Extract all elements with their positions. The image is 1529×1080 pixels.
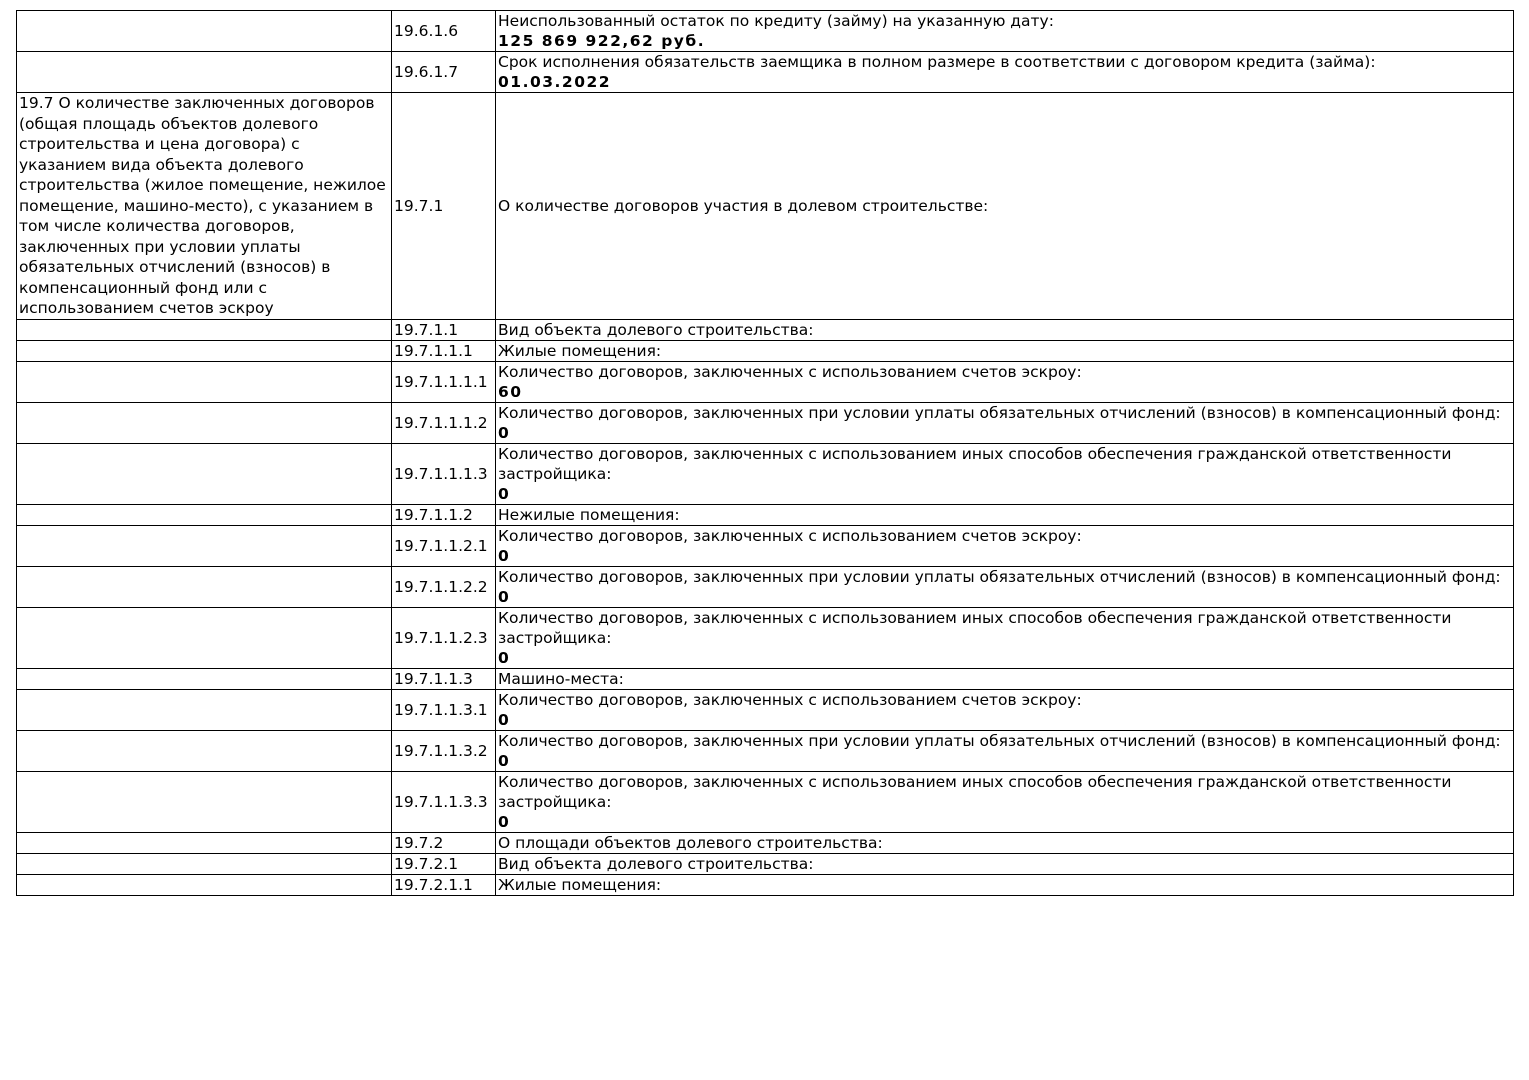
item-number: 19.6.1.6 [392, 11, 496, 52]
section-cell [17, 730, 392, 771]
table-row [17, 525, 1514, 566]
table-row [17, 874, 1514, 895]
table-row [17, 689, 1514, 730]
table-row [17, 730, 1514, 771]
item-label: Количество договоров, заключенных при условии уплаты обязательных отчислений (взносов) в компенсационный фонд: [498, 403, 1501, 422]
section-cell [17, 319, 392, 340]
item-number: 19.7.2.1 [392, 853, 496, 874]
item-label: О количестве договоров участия в долевом строительстве: [498, 196, 989, 215]
item-content [496, 874, 1514, 895]
table-row [17, 340, 1514, 361]
item-value: 0 [498, 587, 511, 606]
table-row [17, 361, 1514, 402]
item-number: 19.7.1.1.3.1 [392, 689, 496, 730]
section-cell [17, 525, 392, 566]
item-number: 19.7.1.1.2.3 [392, 607, 496, 668]
section-cell [17, 93, 392, 320]
item-number: 19.7.1.1.3 [392, 668, 496, 689]
item-content [496, 340, 1514, 361]
section-cell [17, 566, 392, 607]
item-label: Количество договоров, заключенных с использованием иных способов обеспечения гражданской ответственности застройщика: [498, 444, 1452, 483]
table-row [17, 668, 1514, 689]
section-cell [17, 52, 392, 93]
item-number: 19.7.1.1.2.1 [392, 525, 496, 566]
item-content [496, 668, 1514, 689]
section-cell [17, 361, 392, 402]
item-label: Срок исполнения обязательств заемщика в полном размере в соответствии с договором кредита (займа): [498, 53, 1376, 71]
section-cell [17, 832, 392, 853]
item-label: О площади объектов долевого строительства: [498, 833, 883, 852]
item-number: 19.7.1.1.3.3 [392, 771, 496, 832]
item-number: 19.7.1.1.1 [392, 340, 496, 361]
table-row [17, 771, 1514, 832]
section-cell [17, 11, 392, 52]
item-label: Вид объекта долевого строительства: [498, 320, 814, 339]
item-label: Машино-места: [498, 669, 624, 688]
item-number: 19.7.1.1.2 [392, 504, 496, 525]
item-number: 19.7.1.1.3.2 [392, 730, 496, 771]
item-label: Количество договоров, заключенных с использованием счетов эскроу: [498, 526, 1082, 545]
item-number: 19.7.1.1 [392, 319, 496, 340]
item-content [496, 504, 1514, 525]
item-number: 19.7.1.1.1.1 [392, 361, 496, 402]
item-value: 0 [498, 484, 511, 503]
table-row [17, 402, 1514, 443]
item-label: Количество договоров, заключенных с использованием счетов эскроу: [498, 690, 1082, 709]
item-value: 0 [498, 751, 511, 770]
item-content [496, 443, 1514, 504]
item-label: Жилые помещения: [498, 875, 662, 894]
section-cell [17, 668, 392, 689]
item-value: 125 869 922,62 руб. [498, 32, 706, 50]
item-label: Количество договоров, заключенных с использованием иных способов обеспечения гражданской ответственности застройщика: [498, 772, 1452, 811]
item-number: 19.7.1.1.1.2 [392, 402, 496, 443]
item-content [496, 689, 1514, 730]
item-label: Количество договоров, заключенных с использованием иных способов обеспечения гражданской ответственности застройщика: [498, 608, 1452, 647]
item-content [496, 566, 1514, 607]
section-title: 19.7 О количестве заключенных договоров (общая площадь объектов долевого строительства и цена договора) с указанием вида объекта долевого строительства (жилое помещение, нежилое помещение, машино-место), с указанием в том числе количества договоров, заключенных при условии уплаты обязательных отчислений (взносов) в компенсационный фонд или с использованием счетов эскроу [19, 94, 386, 317]
table-row [17, 566, 1514, 607]
item-number: 19.6.1.7 [392, 52, 496, 93]
section-cell [17, 402, 392, 443]
table-row [17, 93, 1514, 320]
item-content [496, 361, 1514, 402]
item-label: Неиспользованный остаток по кредиту (займу) на указанную дату: [498, 12, 1054, 30]
item-value: 0 [498, 710, 511, 729]
item-number: 19.7.1 [392, 93, 496, 320]
section-cell [17, 771, 392, 832]
section-cell [17, 607, 392, 668]
item-label: Вид объекта долевого строительства: [498, 854, 814, 873]
table-row [17, 607, 1514, 668]
item-label: Количество договоров, заключенных при условии уплаты обязательных отчислений (взносов) в компенсационный фонд: [498, 731, 1501, 750]
item-content [496, 402, 1514, 443]
item-content [496, 771, 1514, 832]
item-label: Количество договоров, заключенных с использованием счетов эскроу: [498, 362, 1082, 381]
item-content [496, 853, 1514, 874]
item-value: 0 [498, 546, 511, 565]
item-number: 19.7.2.1.1 [392, 874, 496, 895]
item-label: Жилые помещения: [498, 341, 662, 360]
item-content [496, 832, 1514, 853]
item-content [496, 11, 1514, 52]
section-cell [17, 689, 392, 730]
table-row [17, 504, 1514, 525]
table-row [17, 11, 1514, 52]
item-value: 0 [498, 812, 511, 831]
declaration-table [16, 10, 1514, 896]
item-label: Нежилые помещения: [498, 505, 680, 524]
section-cell [17, 874, 392, 895]
table-body [17, 11, 1514, 896]
section-cell [17, 504, 392, 525]
table-row [17, 443, 1514, 504]
table-row [17, 832, 1514, 853]
item-value: 60 [498, 382, 523, 401]
section-cell [17, 853, 392, 874]
item-content [496, 607, 1514, 668]
item-content [496, 730, 1514, 771]
item-content [496, 52, 1514, 93]
item-content [496, 319, 1514, 340]
item-value: 0 [498, 423, 511, 442]
item-content [496, 525, 1514, 566]
item-number: 19.7.2 [392, 832, 496, 853]
item-number: 19.7.1.1.1.3 [392, 443, 496, 504]
item-number: 19.7.1.1.2.2 [392, 566, 496, 607]
table-row [17, 319, 1514, 340]
table-row [17, 853, 1514, 874]
item-content [496, 93, 1514, 320]
table-row [17, 52, 1514, 93]
item-value: 0 [498, 648, 511, 667]
section-cell [17, 340, 392, 361]
section-cell [17, 443, 392, 504]
item-value: 01.03.2022 [498, 73, 612, 91]
item-label: Количество договоров, заключенных при условии уплаты обязательных отчислений (взносов) в компенсационный фонд: [498, 567, 1501, 586]
